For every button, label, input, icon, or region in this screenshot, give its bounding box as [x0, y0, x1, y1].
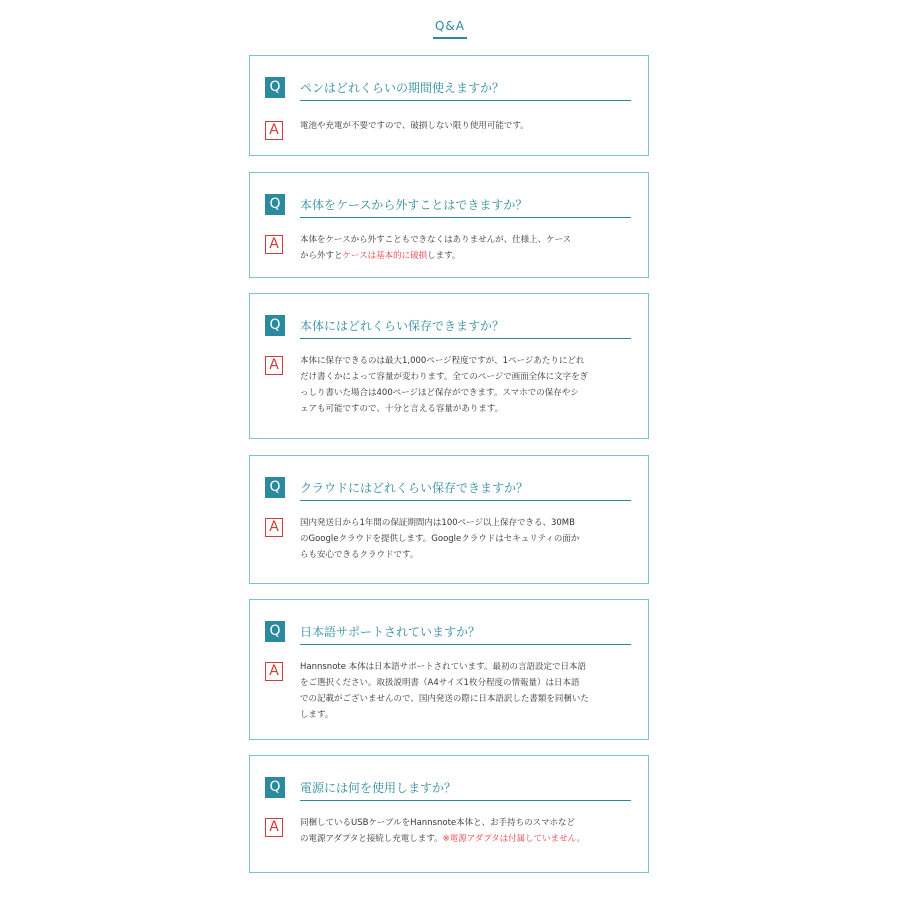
question-text: ペンはどれくらいの期間使えますか？ [300, 81, 505, 95]
question-row [265, 777, 631, 801]
answer-segment: Hannsnote 本体は日本語サポートされています。最初の言語設定で日本語 [300, 662, 586, 672]
answer-text [300, 232, 634, 264]
answer-badge: A [265, 235, 283, 254]
answer-segment: 同梱しているUSBケーブルをHannsnote本体と、お手持ちのスマホなど [300, 818, 575, 828]
answer-text [300, 659, 634, 723]
answer-segment: 国内発送日から1年間の保証期間内は100ページ以上保存できる、30MB [300, 518, 575, 528]
answer-badge: A [265, 356, 283, 375]
faq-card [249, 293, 649, 439]
answer-badge: A [265, 121, 283, 140]
question-text: 本体をケースから外すことはできますか？ [300, 198, 528, 212]
answer-line [300, 707, 634, 723]
question-underline [300, 338, 631, 339]
faq-card [249, 55, 649, 156]
answer-line [300, 675, 634, 691]
question-text: クラウドにはどれくらい保存できますか？ [300, 481, 529, 495]
answer-text [300, 118, 634, 134]
answer-text [300, 515, 634, 563]
question-text: 電源には何を使用しますか？ [300, 781, 457, 795]
question-underline [300, 217, 631, 218]
answer-badge: A [265, 518, 283, 537]
question-text: 日本語サポートされていますか？ [300, 625, 481, 639]
answer-badge: A [265, 662, 283, 681]
answer-segment: 本体に保存できるのは最大1,000ページ程度ですが、1ページあたりにどれ [300, 356, 585, 366]
question-badge: Q [265, 194, 285, 215]
answer-line [300, 831, 634, 847]
page-title: Q&A [434, 19, 465, 33]
question-underline [300, 100, 631, 101]
question-row [265, 621, 631, 645]
question-row [265, 477, 631, 501]
answer-segment: のGoogleクラウドを提供します。Googleクラウドはセキュリティの面か [300, 534, 580, 544]
answer-text [300, 353, 634, 417]
question-text: 本体にはどれくらい保存できますか？ [300, 319, 505, 333]
answer-line [300, 691, 634, 707]
answer-line [300, 118, 634, 134]
answer-segment: ェアも可能ですので、十分と言える容量があります。 [300, 404, 504, 414]
question-badge: Q [265, 621, 285, 642]
answer-highlight: ※電源アダプタは付属していません。 [442, 834, 586, 844]
answer-segment: します。 [300, 710, 334, 720]
question-underline [300, 500, 631, 501]
answer-segment: 電池や充電が不要ですので、破損しない限り使用可能です。 [300, 121, 529, 131]
answer-segment: します。 [427, 251, 461, 261]
question-badge: Q [265, 77, 285, 98]
question-row [265, 77, 631, 101]
answer-line [300, 385, 634, 401]
faq-card [249, 172, 649, 278]
answer-segment: での記載がございませんので、国内発送の際に日本語訳した書類を同梱いた [300, 694, 589, 704]
question-badge: Q [265, 315, 285, 336]
question-underline [300, 644, 631, 645]
answer-line [300, 659, 634, 675]
question-row [265, 315, 631, 339]
question-badge: Q [265, 477, 285, 498]
page-title-underline [433, 37, 467, 39]
answer-line [300, 248, 634, 264]
answer-segment: らも安心できるクラウドです。 [300, 550, 419, 560]
question-row [265, 194, 631, 218]
answer-segment: の電源アダプタと接続し充電します。 [300, 834, 443, 844]
faq-card [249, 599, 649, 740]
faq-card [249, 755, 649, 873]
answer-text [300, 815, 634, 847]
answer-line [300, 353, 634, 369]
answer-line [300, 232, 634, 248]
question-badge: Q [265, 777, 285, 798]
answer-line [300, 369, 634, 385]
answer-segment: をご選択ください。取扱説明書（A4サイズ1枚分程度の情報量）は日本語 [300, 678, 580, 688]
answer-line [300, 515, 634, 531]
answer-badge: A [265, 818, 283, 837]
answer-segment: から外すと [300, 251, 343, 261]
answer-line [300, 815, 634, 831]
answer-line [300, 547, 634, 563]
faq-card [249, 455, 649, 584]
answer-highlight: ケースは基本的に破損 [342, 251, 428, 261]
answer-segment: 本体をケースから外すこともできなくはありませんが、仕様上、ケース [300, 235, 572, 245]
question-underline [300, 800, 631, 801]
answer-line [300, 531, 634, 547]
answer-segment: だけ書くかによって容量が変わります。全てのページで画面全体に文字をぎ [300, 372, 589, 382]
answer-segment: っしり書いた場合は400ページほど保存ができます。スマホでの保存やシ [300, 388, 579, 398]
answer-line [300, 401, 634, 417]
